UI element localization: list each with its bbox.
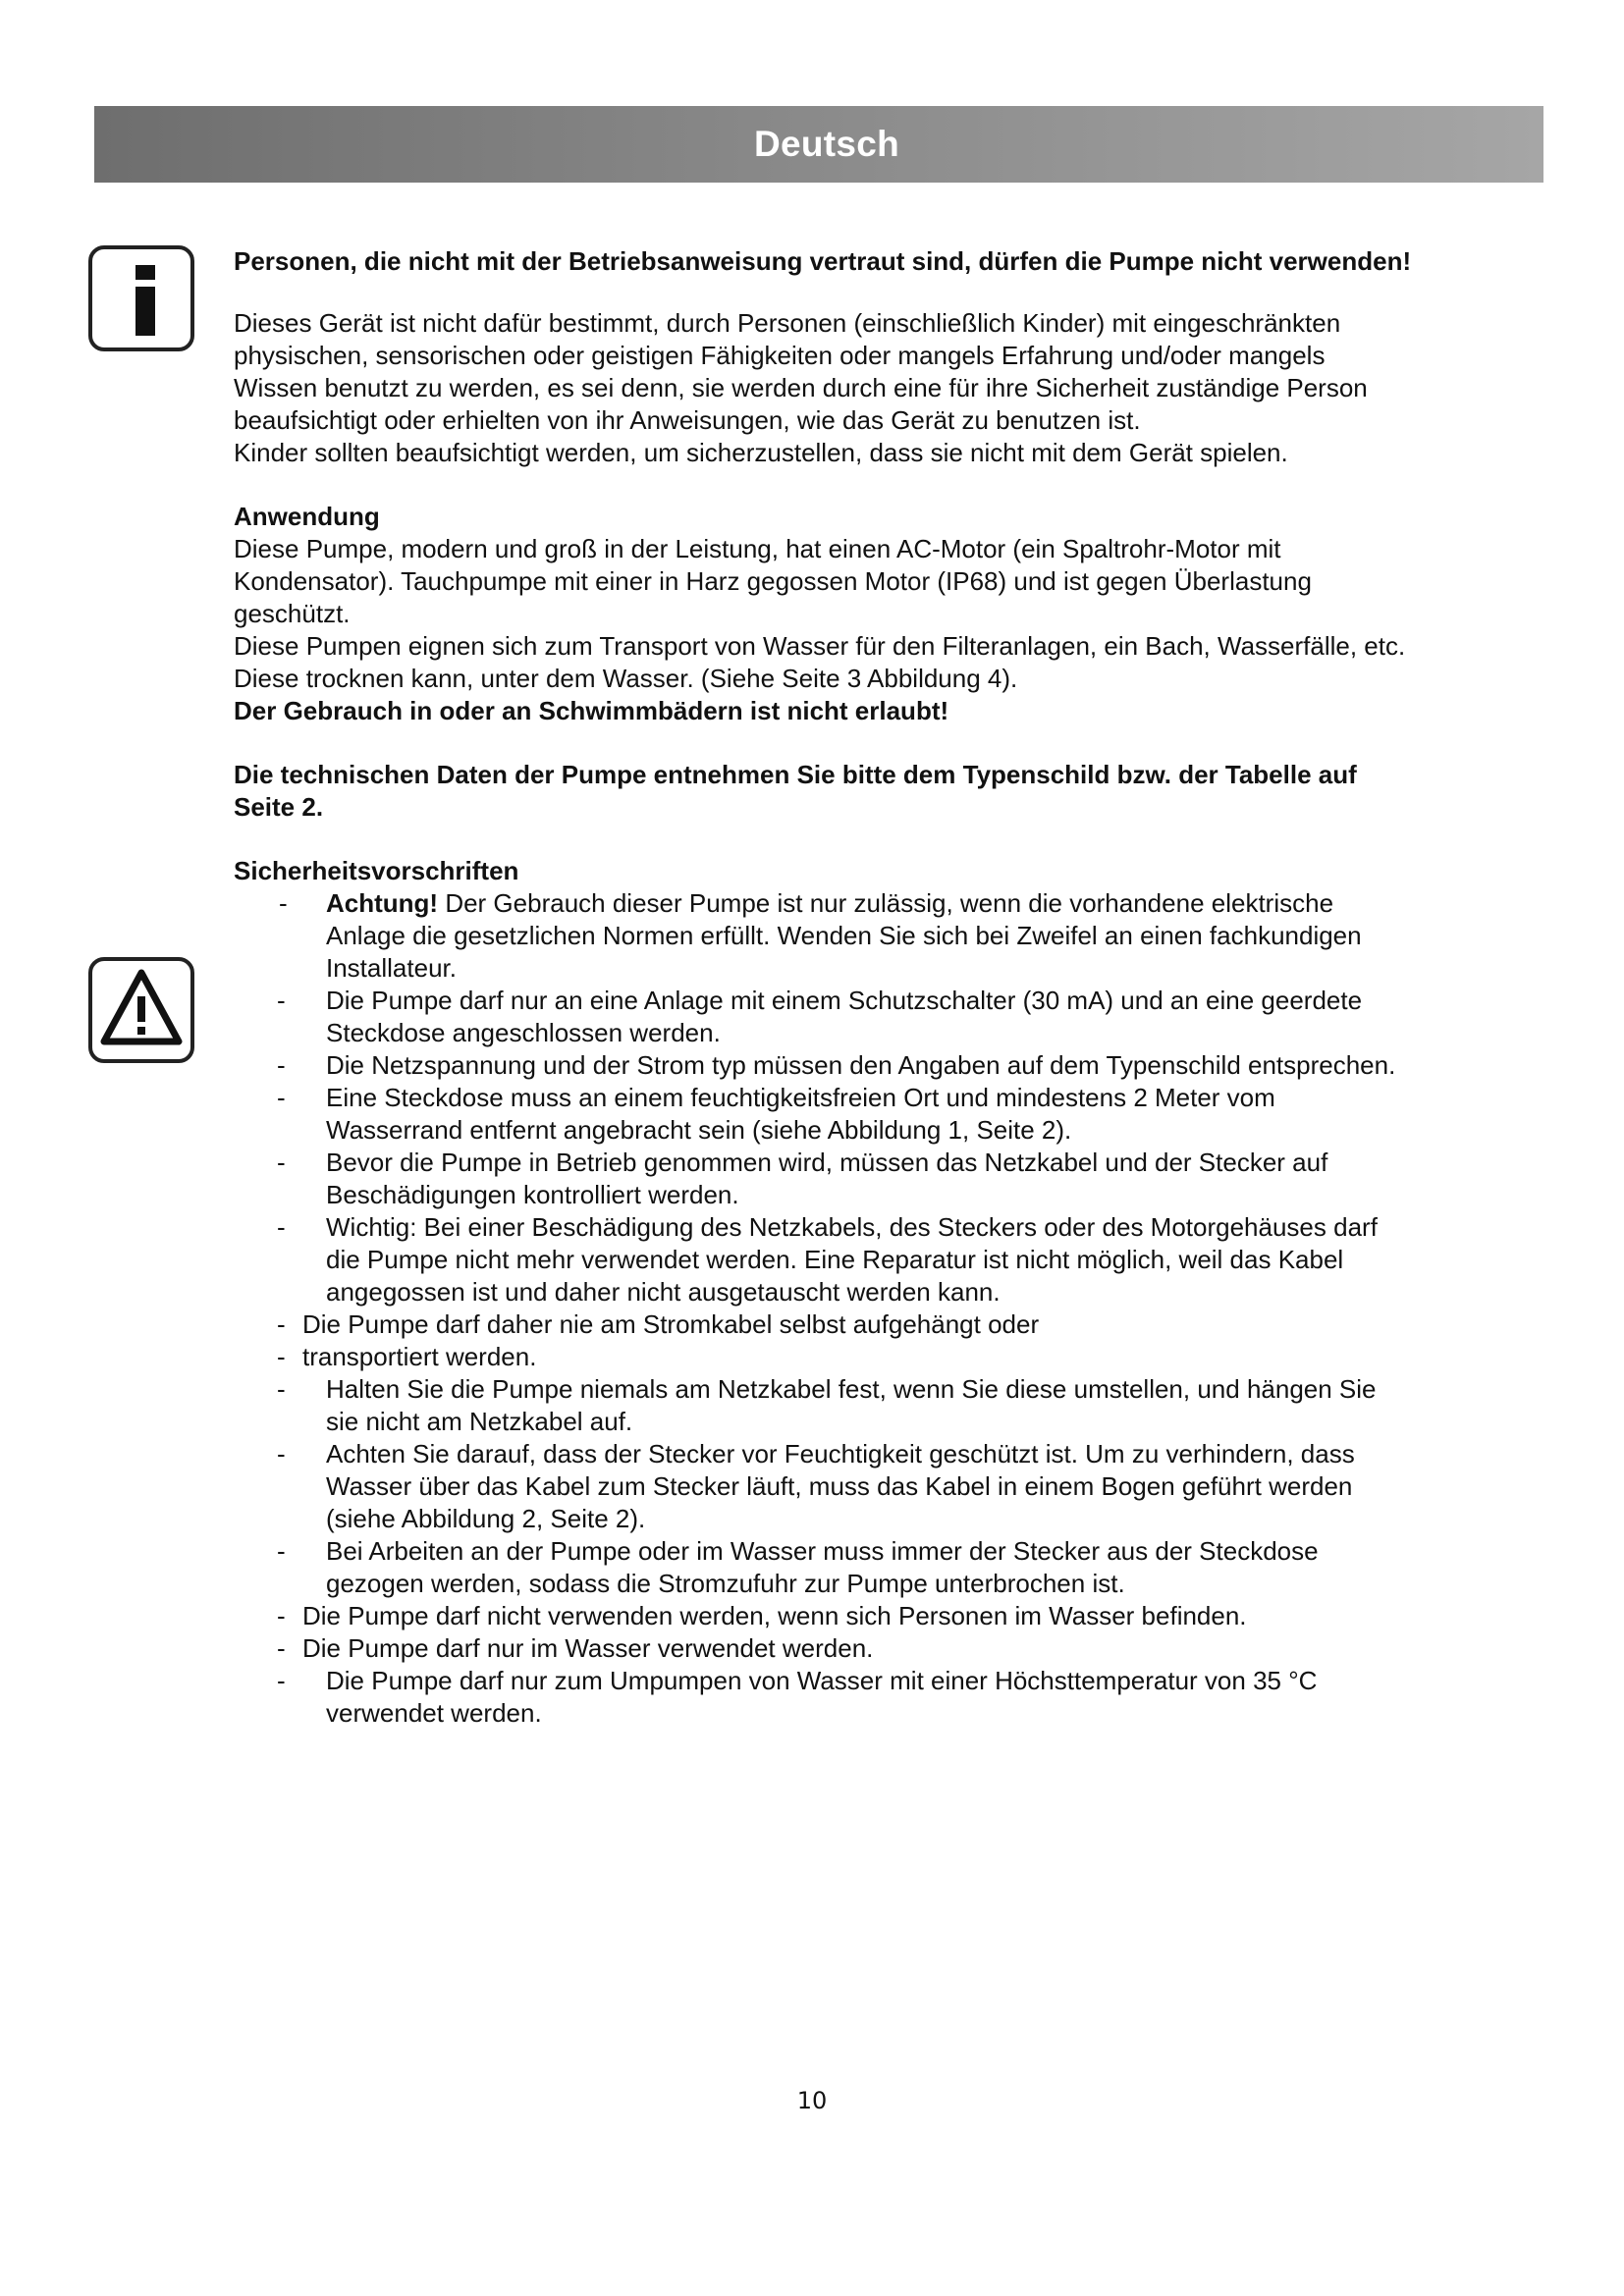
safety-rule-item: - Bevor die Pumpe in Betrieb genommen wird, müssen das Netzkabel und der Stecker auf Beschädigungen kontrolliert werden. — [277, 1148, 1328, 1209]
warning-triangle-icon — [88, 957, 194, 1063]
anwendung-paragraph-usage: Diese Pumpen eignen sich zum Transport von Wasser für den Filteranlagen, ein Bach, Wasserfälle, etc. Diese trocknen kann, unter dem Wasser. (Siehe Seite 3 Abbildung 4). — [234, 631, 1406, 693]
safety-rules-list — [234, 887, 1412, 1730]
notice-paragraph: Dieses Gerät ist nicht dafür bestimmt, durch Personen (einschließlich Kinder) mit eingeschränkten physischen, sensorischen oder geistigen Fähigkeiten oder mangels Erfahrung und/oder mangels Wissen benutzt zu werden, es sei denn, sie werden durch eine für ihre Sicherheit zuständige Person beaufsichtigt oder erhielten von ihr Anweisungen, wie das Gerät zu benutzen ist. — [234, 308, 1368, 435]
notice-heading: Personen, die nicht mit der Betriebsanweisung vertraut sind, dürfen die Pumpe nicht verwenden! — [234, 246, 1412, 276]
document-body — [234, 245, 1412, 1730]
anwendung-paragraph: Diese Pumpe, modern und groß in der Leistung, hat einen AC-Motor (ein Spaltrohr-Motor mit Kondensator). Tauchpumpe mit einer in Harz gegossen Motor (IP68) und ist gegen Überlastung geschützt. — [234, 534, 1312, 628]
safety-rule-item: - Die Pumpe darf nur im Wasser verwendet werden. — [277, 1633, 874, 1663]
safety-rule-item: - Die Pumpe darf nicht verwenden werden, wenn sich Personen im Wasser befinden. — [277, 1601, 1247, 1630]
section-heading-safety: Sicherheitsvorschriften — [234, 856, 519, 885]
attention-label: Achtung! — [326, 888, 439, 918]
safety-rule-item: - Achtung! Der Gebrauch dieser Pumpe ist nur zulässig, wenn die vorhandene elektrische Anlage die gesetzlichen Normen erfüllt. Wenden Sie sich bei Zweifel an einen fachkundigen Installateur. — [279, 888, 1362, 983]
safety-rule-text: Der Gebrauch dieser Pumpe ist nur zulässig, wenn die vorhandene elektrische Anlage die gesetzlichen Normen erfüllt. Wenden Sie sich bei Zweifel an einen fachkundigen Installateur. — [326, 888, 1362, 983]
language-header-banner — [94, 106, 1543, 183]
safety-rule-item: - Halten Sie die Pumpe niemals am Netzkabel fest, wenn Sie diese umstellen, und hängen Sie sie nicht am Netzkabel auf. — [277, 1374, 1377, 1436]
technical-data-note: Die technischen Daten der Pumpe entnehmen Sie bitte dem Typenschild bzw. der Tabelle auf Seite 2. — [234, 760, 1357, 822]
info-icon — [88, 245, 194, 351]
pool-warning: Der Gebrauch in oder an Schwimmbädern ist nicht erlaubt! — [234, 696, 949, 725]
section-heading-anwendung: Anwendung — [234, 502, 380, 531]
safety-rule-item: - transportiert werden. — [277, 1342, 537, 1371]
language-title: Deutsch — [753, 124, 900, 164]
safety-rule-item: - Wichtig: Bei einer Beschädigung des Netzkabels, des Steckers oder des Motorgehäuses darf die Pumpe nicht mehr verwendet werden. Eine Reparatur ist nicht möglich, weil das Kabel angegossen ist und daher nicht ausgetauscht werden kann. — [277, 1212, 1378, 1307]
page-number: 10 — [796, 2087, 828, 2114]
safety-rule-item: - Achten Sie darauf, dass der Stecker vor Feuchtigkeit geschützt ist. Um zu verhindern, dass Wasser über das Kabel zum Stecker läuft, muss das Kabel in einem Bogen geführt werden (siehe Abbildung 2, Seite 2). — [277, 1439, 1355, 1533]
notice-paragraph-children: Kinder sollten beaufsichtigt werden, um sicherzustellen, dass sie nicht mit dem Gerät spielen. — [234, 438, 1288, 467]
safety-rule-item: - Die Pumpe darf nur an eine Anlage mit einem Schutzschalter (30 mA) und an eine geerdete Steckdose angeschlossen werden. — [277, 986, 1363, 1047]
safety-rule-item: - Die Pumpe darf daher nie am Stromkabel selbst aufgehängt oder — [277, 1309, 1040, 1339]
safety-rule-item: - Bei Arbeiten an der Pumpe oder im Wasser muss immer der Stecker aus der Steckdose gezogen werden, sodass die Stromzufuhr zur Pumpe unterbrochen ist. — [277, 1536, 1319, 1598]
safety-rule-item: - Die Netzspannung und der Strom typ müssen den Angaben auf dem Typenschild entsprechen. — [277, 1050, 1396, 1080]
safety-rule-item: - Eine Steckdose muss an einem feuchtigkeitsfreien Ort und mindestens 2 Meter vom Wasserrand entfernt angebracht sein (siehe Abbildung 1, Seite 2). — [277, 1083, 1275, 1145]
safety-rule-item: - Die Pumpe darf nur zum Umpumpen von Wasser mit einer Höchsttemperatur von 35 °C verwendet werden. — [277, 1666, 1318, 1728]
